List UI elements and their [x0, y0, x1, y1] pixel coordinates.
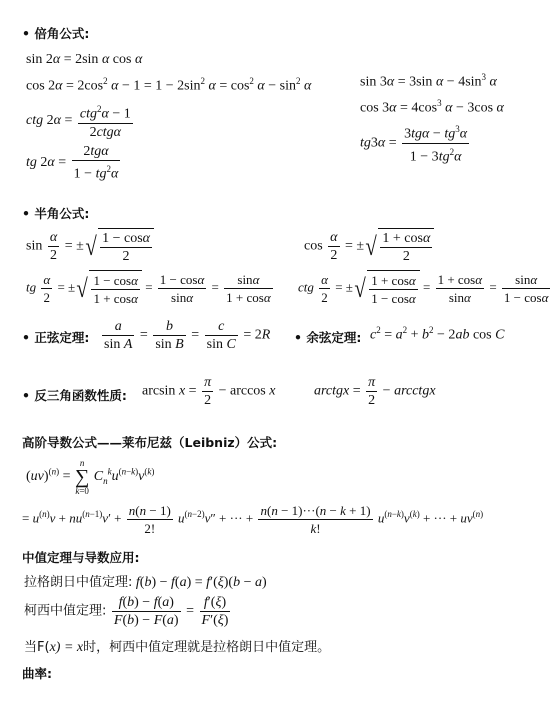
formula-tg-half: tg $\frac{\alpha}{2}$ = ±√ $\frac{1 - \cos\alpha}{1 + \cos\alpha}$ = $\frac{1 - \cos\alpha}{\sin\alpha}$ = $\frac{\sin\alpha}{1 + \cos\alpha}$ — [26, 272, 271, 306]
formula-sine-law: $\frac{a}{\text{sin A}}$ = $\frac{b}{\text{sin B}}$ = $\frac{c}{\text{sin C}}$ = 2R — [104, 319, 271, 352]
mean-value-note — [24, 636, 330, 656]
lagrange-label: 拉格朗日中值定理: — [24, 575, 133, 590]
cauchy-label: 柯西中值定理: — [24, 603, 107, 619]
formula-sin-half: sin $\frac{\alpha}{2}$ = ±√ $\frac{1 - \cos\alpha}{2}$ — [26, 228, 154, 265]
formula-sin2a: sin 2α = 2sin α cos α — [26, 52, 143, 67]
formula-ctg2a: ctg 2α = $\frac{ctg^2\alpha - 1}{\text{2ctgα}}$ — [26, 101, 135, 141]
formula-tg2a: tg 2α = $\frac{\text{2tgα}}{1 - tg^2\alpha}$ — [26, 144, 119, 182]
formula-leibniz-1: (uv)$^{(n)}$ = n ∑ k=0 $C_n^ku^{(n-k)}v^{(k)}$ — [26, 458, 155, 496]
formula-tg3a: tg3α = $\frac{3tg\alpha - tg^3\alpha}{1 - 3tg^2\alpha}$ — [360, 121, 471, 165]
formula-cos2a: $\cos 2\alpha = 2\cos^2$ $\alpha - 1 = 1 - 2\sin^2$ $\alpha = \cos^2 \alpha - \sin^2 \alpha$ — [26, 76, 312, 94]
formula-cos3a: $\cos 3\alpha = 4\cos^3$ α − 3cos α — [360, 98, 504, 116]
formula-leibniz-2: = $u^{(n)}v + nu^{(n-1)}v'$ + $\frac{n(n - 1)}{2!}$ $u^{(n-2)}v''$ + ··· + $\frac{n(n - 1)\cdot\cdot\cdot(n - k + 1)}{k!}$ $u^{(n-k)}v^{(k)}$ + ··· + $uv^{(n)}$ — [22, 503, 484, 536]
formula-lagrange: 拉格朗日中值定理: f(b) − f(a) = f′(ξ)(b − a) — [24, 575, 267, 590]
section-heading-mean-value: 中值定理与导数应用: — [22, 550, 140, 565]
section-heading-half-angle: • 半角公式: — [22, 206, 90, 221]
section-heading-leibniz: 高阶导数公式——莱布尼兹（Leibniz）公式: — [22, 435, 278, 450]
formula-cos-half: cos $\frac{\alpha}{2}$ = ±√ $\frac{1 + \cos\alpha}{2}$ — [304, 228, 434, 265]
formula-cosine-law: $c^2 = a^2 + b^2 - 2ab$ cos C — [370, 325, 505, 343]
section-heading-inverse-trig: • 反三角函数性质: — [22, 388, 127, 403]
section-heading-curvature: 曲率: — [22, 666, 52, 681]
section-heading-cosine-law: • 余弦定理: — [294, 330, 362, 345]
formula-arcsin: arcsin x = $\frac{\pi}{2}$ − arccos x — [142, 375, 276, 408]
formula-sin3a: sin 3α = 3sin $\alpha - 4\sin^3$ α — [360, 72, 497, 90]
formula-arctg: arctgx = $\frac{\pi}{2}$ − arcctgx — [314, 375, 436, 408]
note-prefix: 当F( — [24, 640, 50, 655]
formula-cauchy: 柯西中值定理: $\frac{f(b) - f(a)}{F(b) - F(a)}$ = $\frac{f'(\xi)}{F'(\xi)}$ — [24, 595, 229, 628]
section-heading-double-angle: • 倍角公式: — [22, 26, 90, 41]
formula-ctg-half: ctg $\frac{\alpha}{2}$ = ±√ $\frac{1 + \cos\alpha}{1 - \cos\alpha}$ = $\frac{1 + \cos\alpha}{\sin\alpha}$ = $\frac{\sin\alpha}{1 - \cos\alpha}$ — [298, 272, 549, 306]
note-suffix: 时，柯西中值定理就是拉格朗日中值定理。 — [83, 640, 331, 655]
section-heading-sine-law: • 正弦定理: — [22, 330, 90, 345]
note-math: x) = x — [49, 640, 84, 655]
